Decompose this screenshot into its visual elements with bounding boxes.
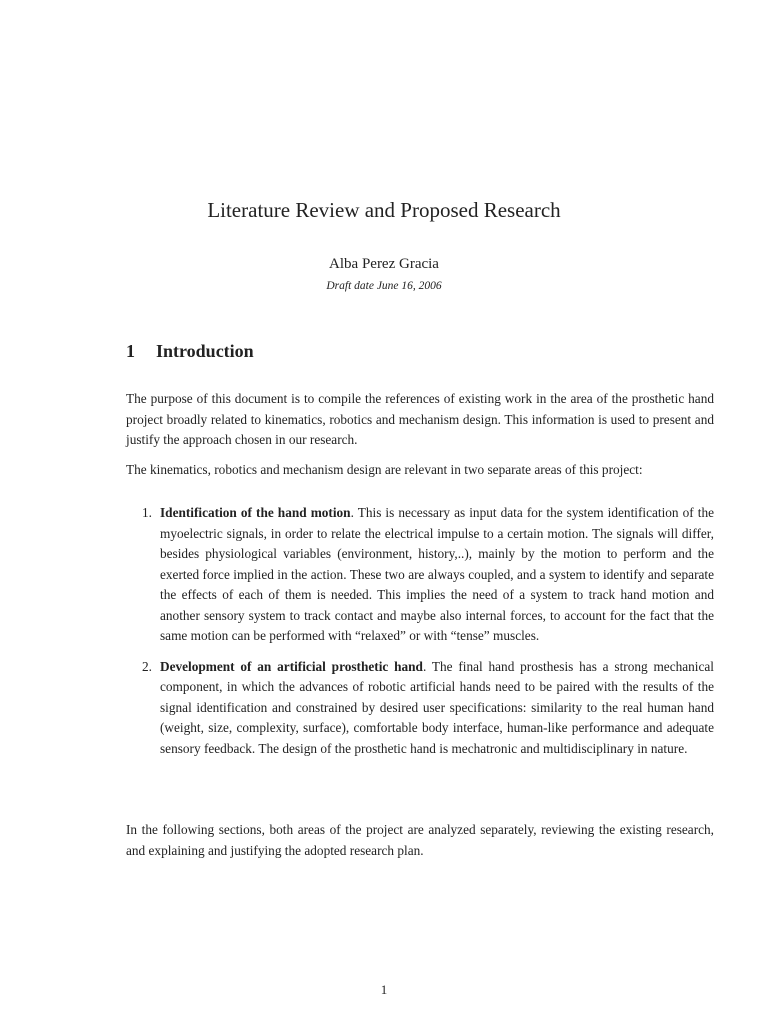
author-name: Alba Perez Gracia: [329, 256, 439, 272]
list-item-lead: Identification of the hand motion: [160, 505, 351, 520]
document-title: Literature Review and Proposed Research: [207, 198, 561, 222]
page-number: 1: [380, 982, 388, 997]
list-item-text: . The final hand prosthesis has a strong mechanical component, in which the advances of robotic artificial hands need to be paired with the results of the signal identification and constrained by desired user specifications: similarity to the real human hand (weight, size, complexity, surface), comfortable body interface, human-like performance and adequate sensory feedback. The design of the prosthetic hand is mechatronic and multidisciplinary in nature.: [160, 658, 714, 756]
list-item: [126, 503, 714, 647]
draft-date: Draft date June 16, 2006: [326, 280, 442, 292]
list-item-lead: Development of an artificial prosthetic hand: [160, 658, 423, 674]
section-number: 1: [126, 341, 135, 361]
list-item-text: . This is necessary as input data for the system identification of the myoelectric signals, in order to relate the electrical impulse to a certain motion. The signals will differ, besides physiological variables (environment, history,..), mainly by the motion to perform and the exerted force implied in the action. These two are always coupled, and a system to identify and separate the effects of each of them is needed. This implies the need of a system to track hand motion and another sensory system to track contact and maybe also internal forces, to account for the fact that the same motion can be performed with “relaxed” or with “tense” muscles.: [160, 505, 715, 643]
list-item: [126, 657, 714, 760]
section-heading: [126, 341, 254, 362]
intro-paragraph-1: The purpose of this document is to compile the references of existing work in the area of the prosthetic hand project broadly related to kinematics, robotics and mechanism design. This information is used to present and justify the approach chosen in our research.: [126, 391, 714, 447]
list-item-marker: 2.: [142, 658, 152, 674]
numbered-list: [126, 503, 714, 759]
intro-paragraph-2: The kinematics, robotics and mechanism design are relevant in two separate areas of this project:: [126, 462, 643, 477]
section-title: Introduction: [156, 341, 254, 361]
list-item-marker: 1.: [142, 505, 152, 520]
closing-paragraph: In the following sections, both areas of the project are analyzed separately, reviewing the existing research, and explaining and justifying the adopted research plan.: [126, 822, 714, 858]
